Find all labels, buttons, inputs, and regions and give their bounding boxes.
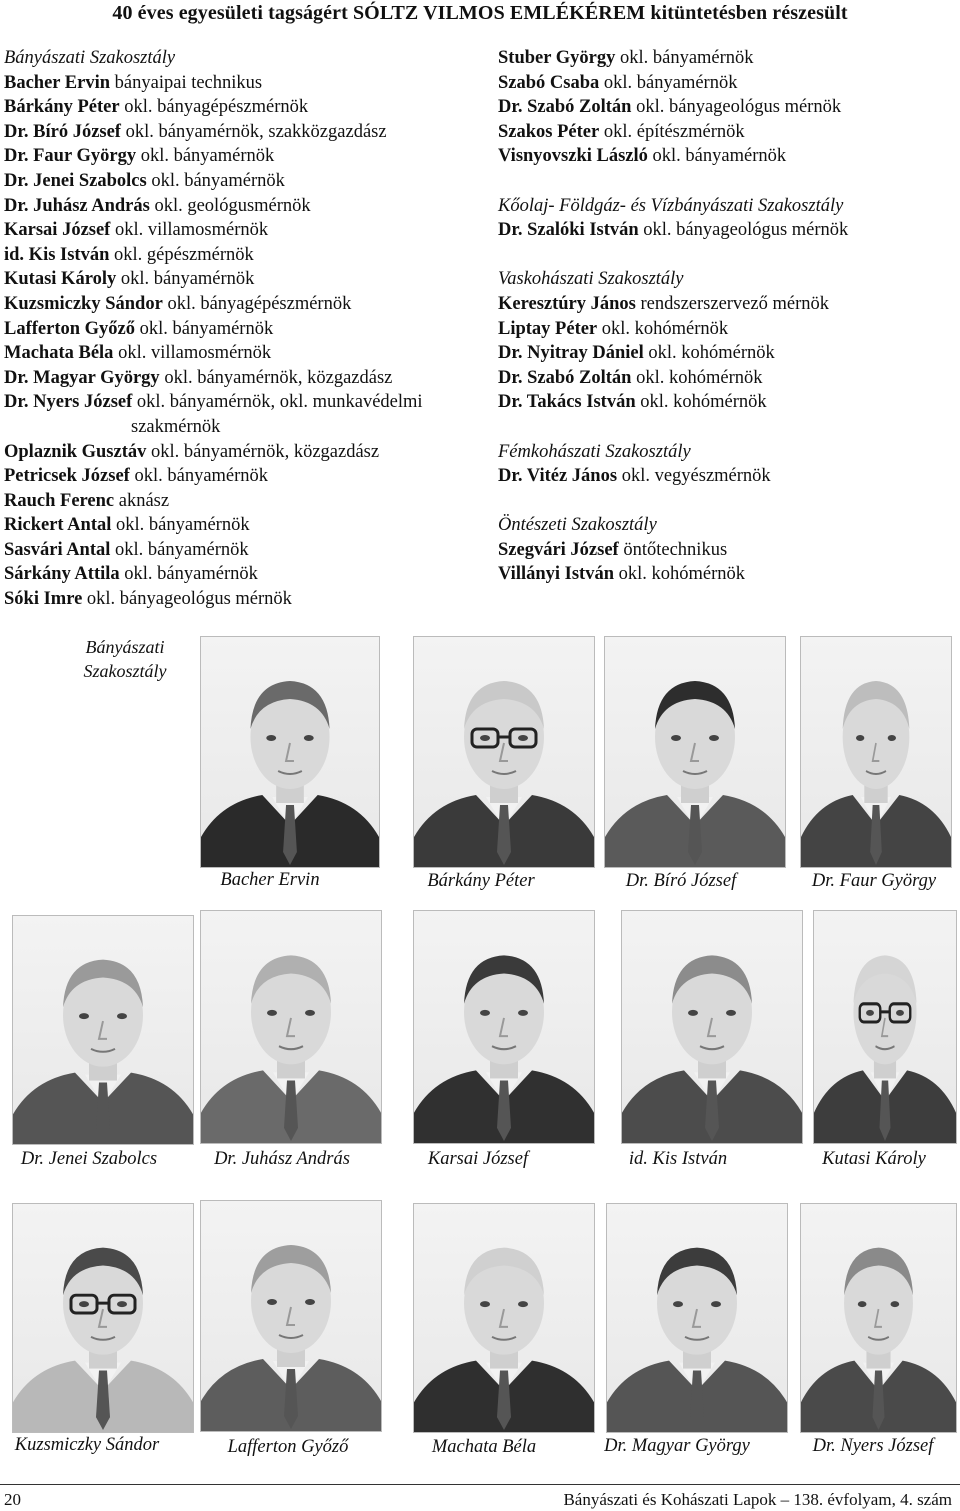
spacer	[498, 415, 958, 440]
portrait-photo	[413, 636, 595, 868]
member-name: Bacher Ervin	[4, 72, 111, 93]
member-entry	[498, 317, 958, 342]
member-entry	[498, 218, 958, 243]
member-name: Bárkány Péter	[4, 97, 120, 118]
member-name: Rickert Antal	[4, 515, 112, 536]
member-name: Kutasi Károly	[4, 269, 117, 290]
member-name: Sasvári Antal	[4, 539, 111, 560]
portrait-photo	[621, 910, 803, 1144]
member-entry	[4, 194, 474, 219]
member-entry	[498, 120, 958, 145]
section-title: Fémkohászati Szakosztály	[498, 441, 691, 462]
portrait-figure-icon	[414, 637, 594, 867]
member-entry	[4, 513, 474, 538]
member-entry	[498, 95, 958, 120]
footer-divider	[0, 1484, 960, 1485]
member-qualification: okl. kohómérnök	[614, 564, 746, 585]
member-entry	[498, 464, 958, 489]
member-qualification: okl. villamosmérnök	[110, 220, 269, 241]
portrait-photo	[413, 1203, 595, 1433]
member-qualification: okl. kohómérnök	[631, 367, 763, 388]
portrait-photo	[606, 1203, 788, 1433]
member-qualification: okl. kohómérnök	[597, 318, 729, 339]
portrait-figure-icon	[201, 637, 379, 867]
member-qualification: okl. bányamérnök	[135, 318, 274, 339]
portrait-figure-icon	[605, 637, 785, 867]
member-qualification: okl. bányamérnök	[110, 539, 249, 560]
page-heading: 40 éves egyesületi tagságért SÓLTZ VILMOS EMLÉKÉREM kitüntetésben részesült	[112, 2, 848, 24]
portrait-caption: Dr. Faur György	[811, 871, 937, 891]
member-name: Dr. Bíró József	[4, 121, 121, 142]
portrait-caption: Dr. Bíró József	[625, 871, 737, 891]
portrait-photo	[200, 910, 382, 1144]
member-name: Keresztúry János	[498, 293, 636, 314]
entry-continuation: szakmérnök	[131, 416, 221, 437]
member-name: Petricsek József	[4, 466, 130, 487]
portrait-caption: Karsai József	[427, 1149, 529, 1169]
portrait-figure-icon	[414, 1204, 594, 1432]
member-entry	[4, 317, 474, 342]
member-qualification: okl. bányageológus mérnök	[82, 589, 292, 610]
member-qualification: okl. bányagépészmérnök	[162, 293, 352, 314]
member-entry	[4, 218, 474, 243]
portrait-caption: Bárkány Péter	[427, 871, 535, 891]
journal-info: Bányászati és Kohászati Lapok – 138. évfolyam, 4. szám	[563, 1490, 952, 1509]
portrait-caption: Dr. Nyers József	[812, 1436, 934, 1456]
member-entry	[4, 267, 474, 292]
portrait-photo	[604, 636, 786, 868]
portrait-caption: Kuzsmiczky Sándor	[14, 1435, 160, 1455]
member-qualification: okl. bányamérnök	[116, 269, 255, 290]
member-entry	[4, 144, 474, 169]
member-qualification: okl. építészmérnök	[599, 121, 745, 142]
member-name: Dr. Jenei Szabolcs	[4, 170, 147, 191]
portrait-photo	[800, 636, 952, 868]
member-qualification: rendszerszervező mérnök	[635, 293, 829, 314]
member-qualification: okl. bányageológus mérnök	[638, 220, 849, 241]
member-entry	[4, 71, 474, 96]
member-entry	[4, 390, 474, 415]
member-qualification: okl. villamosmérnök	[113, 343, 272, 364]
portrait-caption: Dr. Jenei Szabolcs	[20, 1149, 158, 1169]
member-qualification: okl. bányagépészmérnök	[119, 97, 309, 118]
member-entry	[4, 440, 474, 465]
portrait-figure-icon	[13, 1204, 193, 1432]
member-name: Szakos Péter	[498, 121, 600, 142]
portrait-figure-icon	[607, 1204, 787, 1432]
portrait-caption: Dr. Magyar György	[604, 1436, 750, 1456]
portrait-figure-icon	[201, 911, 381, 1143]
member-name: Dr. Faur György	[4, 146, 137, 167]
member-qualification: okl. bányamérnök, szakközgazdász	[120, 121, 387, 142]
member-name: Villányi István	[498, 564, 614, 585]
member-qualification: okl. bányamérnök	[647, 146, 787, 167]
member-entry	[4, 169, 474, 194]
portrait-photo	[800, 1203, 957, 1433]
portrait-caption: Bacher Ervin	[220, 870, 320, 890]
member-name: Szabó Csaba	[498, 72, 600, 93]
member-name: Stuber György	[498, 48, 616, 68]
member-name: Karsai József	[4, 220, 111, 241]
member-qualification: okl. bányamérnök	[599, 72, 738, 93]
member-entry	[498, 562, 958, 587]
member-name: Sóki Imre	[4, 589, 83, 610]
member-qualification: okl. geológusmérnök	[149, 195, 311, 216]
member-entry	[4, 587, 474, 612]
portrait-figure-icon	[414, 911, 594, 1143]
member-entry	[4, 489, 474, 514]
member-entry	[498, 390, 958, 415]
member-name: Dr. Magyar György	[4, 367, 160, 388]
member-name: Visnyovszki László	[498, 146, 648, 167]
member-name: Dr. Vitéz János	[498, 466, 618, 487]
portrait-figure-icon	[622, 911, 802, 1143]
portrait-caption: Dr. Juhász András	[214, 1149, 350, 1169]
portrait-caption: Kutasi Károly	[822, 1149, 926, 1169]
section-title: Öntészeti Szakosztály	[498, 515, 657, 536]
member-name: Dr. Szabó Zoltán	[498, 367, 632, 388]
portrait-photo	[200, 1200, 382, 1432]
portrait-figure-icon	[814, 911, 956, 1143]
member-name: id. Kis István	[4, 244, 110, 265]
portrait-photo	[813, 910, 957, 1144]
member-qualification: okl. bányageológus mérnök	[631, 97, 842, 118]
member-name: Dr. Szabó Zoltán	[498, 97, 632, 118]
member-name: Dr. Nyers József	[4, 392, 133, 413]
member-name: Szegvári József	[498, 539, 619, 560]
member-name: Dr. Szalóki István	[498, 220, 639, 241]
member-entry	[4, 120, 474, 145]
member-qualification: okl. bányamérnök, közgazdász	[159, 367, 393, 388]
member-qualification: okl. kohómérnök	[635, 392, 767, 413]
left-column	[4, 46, 474, 612]
member-name: Machata Béla	[4, 343, 114, 364]
member-qualification: öntőtechnikus	[618, 539, 728, 560]
spacer	[498, 243, 958, 268]
portrait-figure-icon	[801, 1204, 956, 1432]
member-entry	[4, 292, 474, 317]
page-number: 20	[4, 1490, 21, 1509]
portrait-photo	[12, 915, 194, 1145]
member-qualification: okl. bányamérnök, közgazdász	[146, 441, 380, 462]
member-name: Sárkány Attila	[4, 564, 120, 585]
member-qualification: okl. bányamérnök	[111, 515, 250, 536]
spacer	[498, 169, 958, 194]
portrait-figure-icon	[801, 637, 951, 867]
member-name: Lafferton Győző	[4, 318, 136, 339]
member-qualification: okl. bányamérnök	[615, 48, 754, 68]
section-title: Vaskohászati Szakosztály	[498, 269, 684, 290]
right-column	[498, 46, 958, 587]
member-qualification: okl. gépészmérnök	[109, 244, 254, 265]
photo-group-label: Bányászati Szakosztály	[83, 637, 167, 681]
member-qualification: okl. bányamérnök	[119, 564, 258, 585]
member-qualification: okl. bányamérnök, okl. munkavédelmi	[132, 392, 423, 413]
member-qualification: bányaipai technikus	[110, 72, 263, 93]
member-entry	[498, 341, 958, 366]
portrait-photo	[413, 910, 595, 1144]
portrait-caption: Machata Béla	[431, 1437, 537, 1457]
member-entry	[4, 562, 474, 587]
member-entry	[498, 292, 958, 317]
member-qualification: okl. vegyészmérnök	[617, 466, 771, 487]
portrait-photo	[12, 1203, 194, 1433]
spacer	[498, 489, 958, 514]
member-entry	[4, 366, 474, 391]
member-qualification: okl. bányamérnök	[136, 146, 275, 167]
member-qualification: okl. bányamérnök	[129, 466, 269, 487]
section-title: Kőolaj- Földgáz- és Vízbányászati Szakosztály	[498, 195, 844, 216]
member-name: Dr. Nyitray Dániel	[498, 343, 644, 364]
portrait-photo	[200, 636, 380, 868]
member-entry	[4, 95, 474, 120]
portrait-figure-icon	[13, 916, 193, 1144]
member-name: Kuzsmiczky Sándor	[4, 293, 163, 314]
portrait-caption: id. Kis István	[628, 1149, 728, 1169]
member-entry	[4, 341, 474, 366]
member-entry	[498, 538, 958, 563]
portrait-caption: Lafferton Győző	[227, 1437, 349, 1457]
member-entry	[4, 464, 474, 489]
member-entry	[498, 46, 958, 71]
member-qualification: aknász	[114, 490, 170, 511]
portrait-figure-icon	[201, 1201, 381, 1431]
member-entry	[4, 243, 474, 268]
member-name: Dr. Juhász András	[4, 195, 150, 216]
member-name: Rauch Ferenc	[4, 490, 115, 511]
member-name: Liptay Péter	[498, 318, 598, 339]
member-name: Dr. Takács István	[498, 392, 636, 413]
member-entry	[498, 144, 958, 169]
section-title: Bányászati Szakosztály	[4, 48, 176, 68]
member-entry	[4, 538, 474, 563]
member-name: Oplaznik Gusztáv	[4, 441, 147, 462]
member-qualification: okl. kohómérnök	[643, 343, 775, 364]
member-entry	[498, 366, 958, 391]
member-qualification: okl. bányamérnök	[146, 170, 285, 191]
member-entry	[498, 71, 958, 96]
